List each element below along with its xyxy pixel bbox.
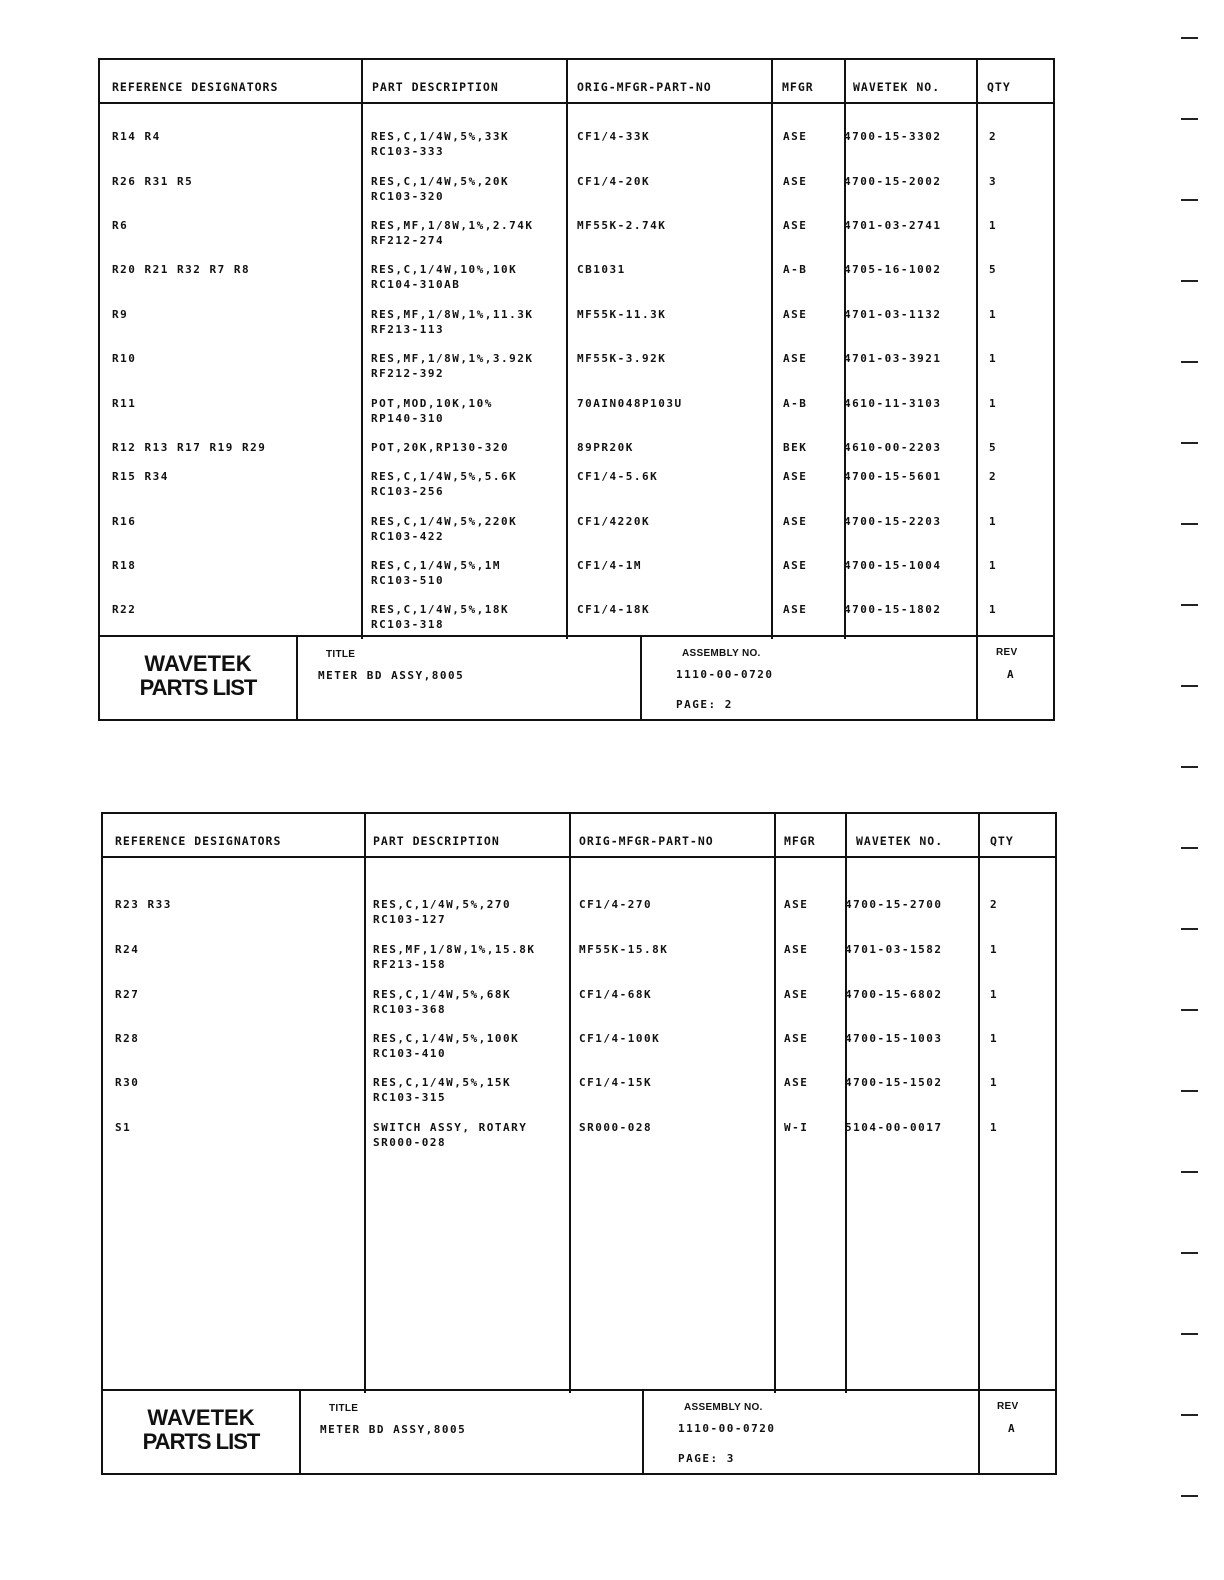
part-description-cell: RES,MF,1/8W,1%,2.74K bbox=[371, 219, 534, 232]
title-label: TITLE bbox=[329, 1403, 359, 1414]
part-description-line2-cell: SR000-028 bbox=[373, 1136, 447, 1149]
title-block-divider bbox=[296, 637, 298, 719]
page-number: PAGE: 3 bbox=[678, 1452, 735, 1465]
part-description-line2-cell: RC103-410 bbox=[373, 1047, 447, 1060]
wavetek-no-cell: 4610-00-2203 bbox=[844, 441, 942, 454]
part-description-cell: RES,C,1/4W,5%,100K bbox=[373, 1032, 520, 1045]
part-description-cell: POT,MOD,10K,10% bbox=[371, 397, 493, 410]
title-block bbox=[103, 1389, 1055, 1473]
page-number: PAGE: 2 bbox=[676, 698, 733, 711]
margin-tick bbox=[1181, 442, 1198, 444]
part-description-cell: RES,MF,1/8W,1%,3.92K bbox=[371, 352, 534, 365]
part-description-line2-cell: RC103-256 bbox=[371, 485, 445, 498]
title-block-divider bbox=[978, 1391, 980, 1473]
margin-tick bbox=[1181, 1495, 1198, 1497]
mfgr-cell: ASE bbox=[783, 308, 808, 321]
title-value: METER BD ASSY,8005 bbox=[320, 1423, 467, 1436]
mfgr-cell: ASE bbox=[783, 219, 808, 232]
mfgr-cell: ASE bbox=[784, 898, 809, 911]
qty-cell: 2 bbox=[990, 898, 999, 911]
col-header-qty: QTY bbox=[987, 80, 1011, 94]
part-description-cell: RES,C,1/4W,10%,10K bbox=[371, 263, 518, 276]
title-block-divider bbox=[976, 637, 978, 719]
orig-mfgr-part-no-cell: CF1/4-1M bbox=[577, 559, 642, 572]
part-description-cell: RES,C,1/4W,5%,18K bbox=[371, 603, 510, 616]
column-divider bbox=[361, 60, 363, 639]
assembly-label: ASSEMBLY NO. bbox=[682, 648, 761, 659]
part-description-line2-cell: RF213-158 bbox=[373, 958, 447, 971]
part-description-cell: RES,C,1/4W,5%,220K bbox=[371, 515, 518, 528]
orig-mfgr-part-no-cell: 70AIN048P103U bbox=[577, 397, 683, 410]
col-header-orig-mfgr-part-no: ORIG-MFGR-PART-NO bbox=[577, 80, 712, 94]
margin-tick bbox=[1181, 928, 1198, 930]
mfgr-cell: A-B bbox=[783, 397, 808, 410]
qty-cell: 1 bbox=[989, 559, 998, 572]
title-value: METER BD ASSY,8005 bbox=[318, 669, 465, 682]
rev-label: REV bbox=[997, 1401, 1019, 1412]
wavetek-no-cell: 4701-03-1132 bbox=[844, 308, 942, 321]
part-description-cell: RES,C,1/4W,5%,68K bbox=[373, 988, 512, 1001]
wavetek-no-cell: 4700-15-1502 bbox=[845, 1076, 943, 1089]
orig-mfgr-part-no-cell: SR000-028 bbox=[579, 1121, 653, 1134]
mfgr-cell: BEK bbox=[783, 441, 808, 454]
col-header-qty: QTY bbox=[990, 834, 1014, 848]
orig-mfgr-part-no-cell: CF1/4-100K bbox=[579, 1032, 661, 1045]
qty-cell: 1 bbox=[990, 988, 999, 1001]
qty-cell: 5 bbox=[989, 441, 998, 454]
mfgr-cell: ASE bbox=[783, 130, 808, 143]
part-description-line2-cell: RC103-315 bbox=[373, 1091, 447, 1104]
orig-mfgr-part-no-cell: MF55K-15.8K bbox=[579, 943, 669, 956]
wavetek-no-cell: 4700-15-6802 bbox=[845, 988, 943, 1001]
column-header-row bbox=[103, 814, 1055, 858]
orig-mfgr-part-no-cell: CF1/4-5.6K bbox=[577, 470, 659, 483]
assembly-number: 1110-00-0720 bbox=[678, 1422, 776, 1435]
orig-mfgr-part-no-cell: CF1/4-270 bbox=[579, 898, 653, 911]
reference-designators-cell: R9 bbox=[112, 308, 129, 321]
mfgr-cell: ASE bbox=[783, 515, 808, 528]
part-description-line2-cell: RC103-320 bbox=[371, 190, 445, 203]
mfgr-cell: W-I bbox=[784, 1121, 809, 1134]
margin-tick bbox=[1181, 1090, 1198, 1092]
qty-cell: 1 bbox=[990, 1121, 999, 1134]
mfgr-cell: A-B bbox=[783, 263, 808, 276]
margin-tick bbox=[1181, 1009, 1198, 1011]
margin-tick bbox=[1181, 37, 1198, 39]
parts-list-sheet-page-3 bbox=[101, 812, 1057, 1475]
reference-designators-cell: R15 R34 bbox=[112, 470, 169, 483]
part-description-cell: RES,C,1/4W,5%,20K bbox=[371, 175, 510, 188]
column-header-row bbox=[100, 60, 1053, 104]
part-description-line2-cell: RF212-392 bbox=[371, 367, 445, 380]
qty-cell: 3 bbox=[989, 175, 998, 188]
mfgr-cell: ASE bbox=[783, 470, 808, 483]
orig-mfgr-part-no-cell: CF1/4-33K bbox=[577, 130, 651, 143]
reference-designators-cell: R30 bbox=[115, 1076, 140, 1089]
column-divider bbox=[844, 60, 846, 639]
margin-tick bbox=[1181, 766, 1198, 768]
part-description-line2-cell: RC103-422 bbox=[371, 530, 445, 543]
orig-mfgr-part-no-cell: CF1/4220K bbox=[577, 515, 651, 528]
title-block-divider bbox=[642, 1391, 644, 1473]
reference-designators-cell: R23 R33 bbox=[115, 898, 172, 911]
part-description-cell: RES,MF,1/8W,1%,11.3K bbox=[371, 308, 534, 321]
assembly-label: ASSEMBLY NO. bbox=[684, 1402, 763, 1413]
logo-wordmark: WAVETEK bbox=[147, 1405, 255, 1430]
part-description-line2-cell: RC103-318 bbox=[371, 618, 445, 631]
mfgr-cell: ASE bbox=[783, 603, 808, 616]
col-header-wavetek-no: WAVETEK NO. bbox=[856, 834, 944, 848]
orig-mfgr-part-no-cell: MF55K-3.92K bbox=[577, 352, 667, 365]
orig-mfgr-part-no-cell: CF1/4-68K bbox=[579, 988, 653, 1001]
part-description-cell: POT,20K,RP130-320 bbox=[371, 441, 510, 454]
qty-cell: 1 bbox=[989, 603, 998, 616]
reference-designators-cell: R22 bbox=[112, 603, 137, 616]
part-description-cell: RES,C,1/4W,5%,33K bbox=[371, 130, 510, 143]
reference-designators-cell: R26 R31 R5 bbox=[112, 175, 194, 188]
wavetek-no-cell: 4700-15-3302 bbox=[844, 130, 942, 143]
column-divider bbox=[774, 814, 776, 1393]
wavetek-no-cell: 4705-16-1002 bbox=[844, 263, 942, 276]
mfgr-cell: ASE bbox=[783, 559, 808, 572]
parts-list-sheet-page-2 bbox=[98, 58, 1055, 721]
qty-cell: 2 bbox=[989, 130, 998, 143]
part-description-cell: RES,C,1/4W,5%,5.6K bbox=[371, 470, 518, 483]
part-description-line2-cell: RF213-113 bbox=[371, 323, 445, 336]
mfgr-cell: ASE bbox=[784, 1032, 809, 1045]
qty-cell: 1 bbox=[989, 397, 998, 410]
qty-cell: 1 bbox=[989, 352, 998, 365]
col-header-part-description: PART DESCRIPTION bbox=[373, 834, 500, 848]
part-description-cell: SWITCH ASSY, ROTARY bbox=[373, 1121, 528, 1134]
wavetek-no-cell: 4700-15-1802 bbox=[844, 603, 942, 616]
wavetek-no-cell: 4701-03-3921 bbox=[844, 352, 942, 365]
margin-tick bbox=[1181, 1171, 1198, 1173]
reference-designators-cell: R12 R13 R17 R19 R29 bbox=[112, 441, 267, 454]
mfgr-cell: ASE bbox=[784, 943, 809, 956]
reference-designators-cell: R20 R21 R32 R7 R8 bbox=[112, 263, 251, 276]
part-description-line2-cell: RC104-310AB bbox=[371, 278, 461, 291]
wavetek-no-cell: 4701-03-2741 bbox=[844, 219, 942, 232]
wavetek-no-cell: 4701-03-1582 bbox=[845, 943, 943, 956]
reference-designators-cell: R10 bbox=[112, 352, 137, 365]
column-divider bbox=[566, 60, 568, 639]
col-header-mfgr: MFGR bbox=[782, 80, 814, 94]
logo-wordmark: WAVETEK bbox=[144, 651, 252, 676]
mfgr-cell: ASE bbox=[783, 352, 808, 365]
orig-mfgr-part-no-cell: MF55K-2.74K bbox=[577, 219, 667, 232]
wavetek-no-cell: 4700-15-2700 bbox=[845, 898, 943, 911]
qty-cell: 2 bbox=[989, 470, 998, 483]
part-description-cell: RES,C,1/4W,5%,270 bbox=[373, 898, 512, 911]
column-divider bbox=[978, 814, 980, 1393]
reference-designators-cell: R28 bbox=[115, 1032, 140, 1045]
reference-designators-cell: R14 R4 bbox=[112, 130, 161, 143]
reference-designators-cell: R16 bbox=[112, 515, 137, 528]
rev-value: A bbox=[1008, 1422, 1017, 1435]
margin-tick bbox=[1181, 280, 1198, 282]
part-description-cell: RES,C,1/4W,5%,1M bbox=[371, 559, 501, 572]
col-header-wavetek-no: WAVETEK NO. bbox=[853, 80, 941, 94]
part-description-line2-cell: RC103-333 bbox=[371, 145, 445, 158]
column-divider bbox=[976, 60, 978, 639]
wavetek-logo bbox=[103, 1391, 299, 1473]
margin-tick bbox=[1181, 1333, 1198, 1335]
col-header-mfgr: MFGR bbox=[784, 834, 816, 848]
margin-tick bbox=[1181, 685, 1198, 687]
reference-designators-cell: R11 bbox=[112, 397, 137, 410]
mfgr-cell: ASE bbox=[784, 1076, 809, 1089]
margin-tick bbox=[1181, 361, 1198, 363]
mfgr-cell: ASE bbox=[784, 988, 809, 1001]
reference-designators-cell: S1 bbox=[115, 1121, 132, 1134]
part-description-line2-cell: RP140-310 bbox=[371, 412, 445, 425]
title-block-divider bbox=[299, 1391, 301, 1473]
reference-designators-cell: R27 bbox=[115, 988, 140, 1001]
col-header-orig-mfgr-part-no: ORIG-MFGR-PART-NO bbox=[579, 834, 714, 848]
part-description-line2-cell: RC103-510 bbox=[371, 574, 445, 587]
qty-cell: 1 bbox=[990, 1032, 999, 1045]
margin-tick bbox=[1181, 523, 1198, 525]
part-description-cell: RES,MF,1/8W,1%,15.8K bbox=[373, 943, 536, 956]
assembly-number: 1110-00-0720 bbox=[676, 668, 774, 681]
title-block-divider bbox=[640, 637, 642, 719]
wavetek-no-cell: 5104-00-0017 bbox=[845, 1121, 943, 1134]
logo-parts-list: PARTS LIST bbox=[139, 675, 257, 700]
wavetek-logo bbox=[100, 637, 296, 719]
part-description-line2-cell: RF212-274 bbox=[371, 234, 445, 247]
margin-tick bbox=[1181, 847, 1198, 849]
orig-mfgr-part-no-cell: 89PR20K bbox=[577, 441, 634, 454]
title-block bbox=[100, 635, 1053, 719]
orig-mfgr-part-no-cell: CF1/4-20K bbox=[577, 175, 651, 188]
wavetek-no-cell: 4700-15-5601 bbox=[844, 470, 942, 483]
wavetek-no-cell: 4700-15-2203 bbox=[844, 515, 942, 528]
orig-mfgr-part-no-cell: MF55K-11.3K bbox=[577, 308, 667, 321]
part-description-line2-cell: RC103-127 bbox=[373, 913, 447, 926]
reference-designators-cell: R6 bbox=[112, 219, 129, 232]
qty-cell: 1 bbox=[990, 943, 999, 956]
wavetek-no-cell: 4610-11-3103 bbox=[844, 397, 942, 410]
col-header-reference-designators: REFERENCE DESIGNATORS bbox=[115, 834, 282, 848]
part-description-cell: RES,C,1/4W,5%,15K bbox=[373, 1076, 512, 1089]
col-header-reference-designators: REFERENCE DESIGNATORS bbox=[112, 80, 279, 94]
orig-mfgr-part-no-cell: CF1/4-15K bbox=[579, 1076, 653, 1089]
column-divider bbox=[364, 814, 366, 1393]
wavetek-no-cell: 4700-15-2002 bbox=[844, 175, 942, 188]
margin-tick bbox=[1181, 118, 1198, 120]
qty-cell: 1 bbox=[989, 308, 998, 321]
wavetek-no-cell: 4700-15-1004 bbox=[844, 559, 942, 572]
part-description-line2-cell: RC103-368 bbox=[373, 1003, 447, 1016]
margin-tick bbox=[1181, 1252, 1198, 1254]
qty-cell: 1 bbox=[990, 1076, 999, 1089]
orig-mfgr-part-no-cell: CB1031 bbox=[577, 263, 626, 276]
qty-cell: 5 bbox=[989, 263, 998, 276]
rev-label: REV bbox=[996, 647, 1018, 658]
title-label: TITLE bbox=[326, 649, 356, 660]
qty-cell: 1 bbox=[989, 515, 998, 528]
wavetek-no-cell: 4700-15-1003 bbox=[845, 1032, 943, 1045]
mfgr-cell: ASE bbox=[783, 175, 808, 188]
column-divider bbox=[569, 814, 571, 1393]
qty-cell: 1 bbox=[989, 219, 998, 232]
logo-parts-list: PARTS LIST bbox=[142, 1429, 260, 1454]
margin-tick bbox=[1181, 604, 1198, 606]
reference-designators-cell: R24 bbox=[115, 943, 140, 956]
reference-designators-cell: R18 bbox=[112, 559, 137, 572]
rev-value: A bbox=[1007, 668, 1016, 681]
col-header-part-description: PART DESCRIPTION bbox=[372, 80, 499, 94]
column-divider bbox=[771, 60, 773, 639]
margin-tick bbox=[1181, 199, 1198, 201]
orig-mfgr-part-no-cell: CF1/4-18K bbox=[577, 603, 651, 616]
margin-tick bbox=[1181, 1414, 1198, 1416]
